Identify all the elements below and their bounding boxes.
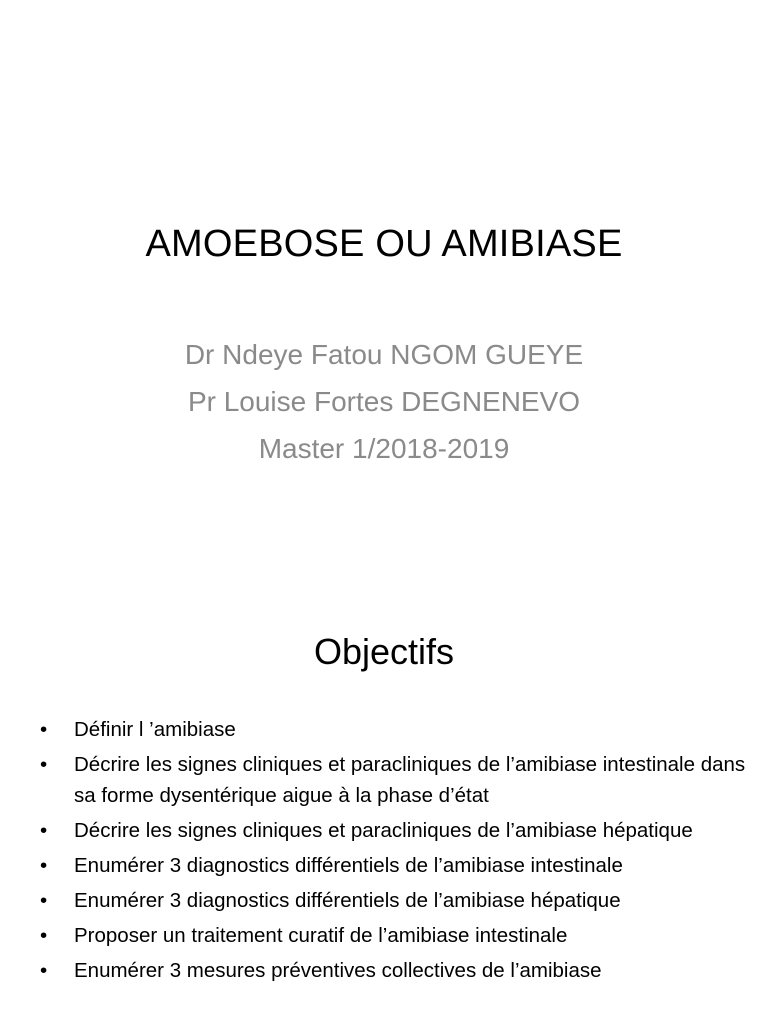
list-item-text: Décrire les signes cliniques et paracliniques de l’amibiase hépatique bbox=[74, 819, 693, 842]
list-item bbox=[40, 815, 760, 846]
list-item-text: Enumérer 3 diagnostics différentiels de l’amibiase intestinale bbox=[74, 854, 623, 877]
list-item-text: Enumérer 3 mesures préventives collectives de l’amibiase bbox=[74, 959, 602, 982]
list-item bbox=[40, 850, 760, 881]
list-item bbox=[40, 885, 760, 916]
list-item bbox=[40, 955, 760, 986]
list-item-text: Proposer un traitement curatif de l’amibiase intestinale bbox=[74, 924, 568, 947]
bullet-icon: • bbox=[40, 854, 48, 877]
subtitle-author-2: Pr Louise Fortes DEGNENEVO bbox=[187, 386, 581, 417]
bullet-icon: • bbox=[40, 889, 48, 912]
list-item bbox=[40, 749, 760, 811]
list-item-text: Décrire les signes cliniques et paracliniques de l’amibiase intestinale dans sa forme dysentérique aigue à la phase d’état bbox=[74, 753, 746, 807]
bullet-icon: • bbox=[40, 924, 48, 947]
bullet-icon: • bbox=[40, 959, 48, 982]
subtitle-author-1: Dr Ndeye Fatou NGOM GUEYE bbox=[184, 339, 584, 370]
bullet-icon: • bbox=[40, 718, 48, 741]
presentation-subtitle bbox=[0, 331, 768, 472]
list-item-text: Enumérer 3 diagnostics différentiels de l’amibiase hépatique bbox=[74, 889, 621, 912]
list-item-text: Définir l ’amibiase bbox=[74, 718, 236, 741]
objectives-title: Objectifs bbox=[313, 631, 455, 672]
bullet-icon: • bbox=[40, 819, 48, 842]
subtitle-course: Master 1/2018-2019 bbox=[258, 433, 510, 464]
list-item bbox=[40, 920, 760, 951]
bullet-icon: • bbox=[40, 753, 48, 776]
presentation-title: AMOEBOSE OU AMIBIASE bbox=[145, 223, 623, 265]
objectives-list bbox=[40, 714, 760, 990]
list-item bbox=[40, 714, 760, 745]
slide-objectives bbox=[0, 576, 768, 1024]
